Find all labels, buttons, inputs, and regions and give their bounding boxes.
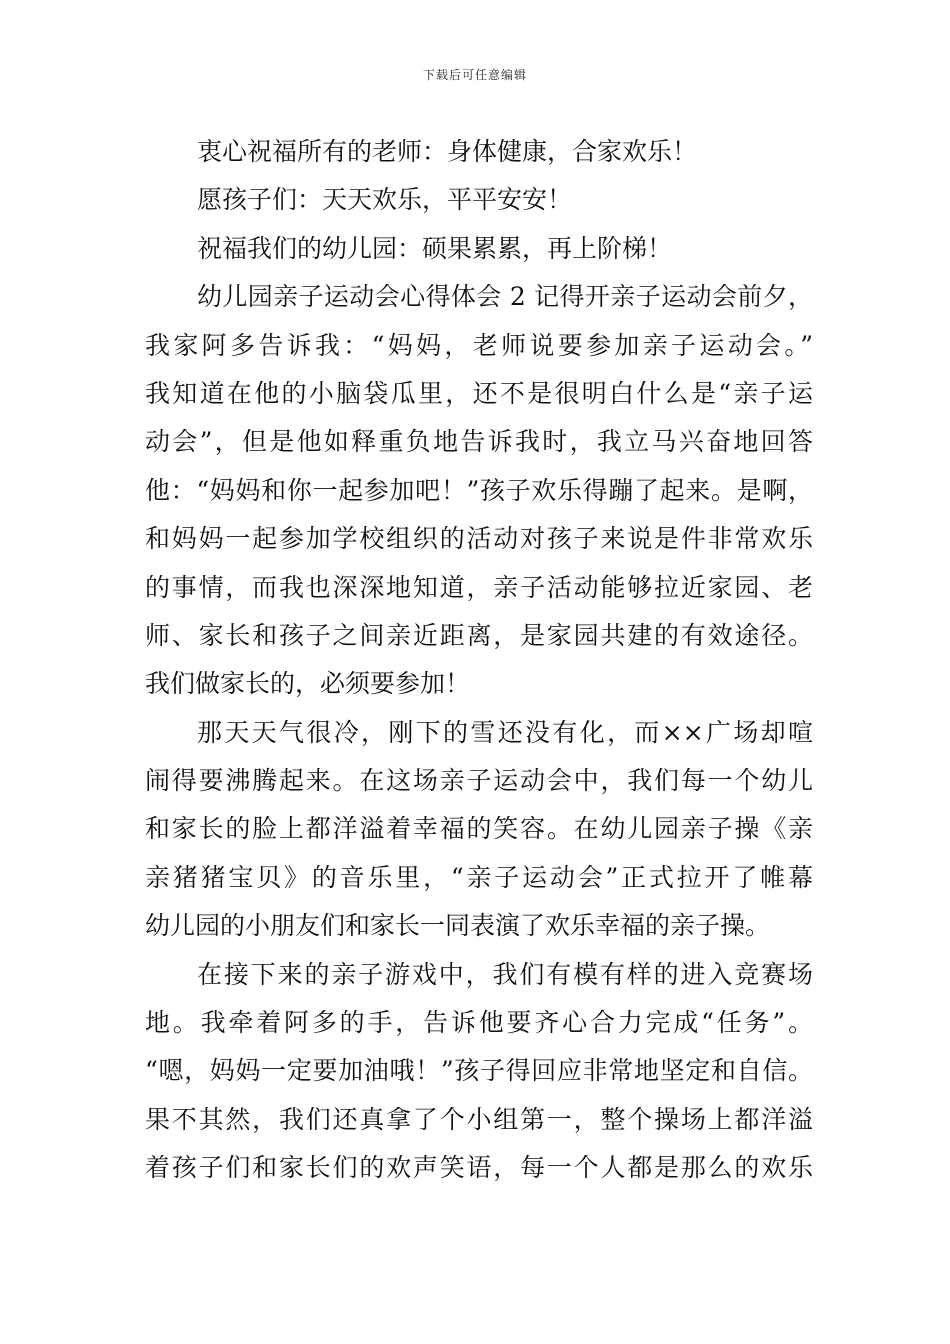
paragraph-line: 果不其然，我们还真拿了个小组第一，整个操场上都洋溢: [145, 1104, 813, 1134]
paragraph-line: 幼儿园亲子运动会心得体会 2 记得开亲子运动会前夕，: [197, 282, 813, 312]
paragraph-line: 地。我牵着阿多的手，告诉他要齐心合力完成“任务”。: [145, 1008, 813, 1038]
paragraph-line: 祝福我们的幼儿园：硕果累累，再上阶梯！: [197, 233, 673, 263]
paragraph-line: 愿孩子们：天天欢乐，平平安安！: [197, 185, 573, 215]
paragraph-line: 师、家长和孩子之间亲近距离，是家园共建的有效途径。: [145, 620, 813, 650]
paragraph-line: 着孩子们和家长们的欢声笑语，每一个人都是那么的欢乐: [145, 1153, 813, 1183]
paragraph-line: 和妈妈一起参加学校组织的活动对孩子来说是件非常欢乐: [145, 524, 813, 554]
paragraph-line: 在接下来的亲子游戏中，我们有模有样的进入竞赛场: [197, 959, 813, 989]
paragraph-line: 衷心祝福所有的老师：身体健康，合家欢乐！: [197, 137, 698, 166]
paragraph-line: 幼儿园的小朋友们和家长一同表演了欢乐幸福的亲子操。: [145, 911, 771, 941]
paragraph-line: 亲猪猪宝贝》的音乐里，“亲子运动会”正式拉开了帷幕: [145, 862, 813, 892]
document-body: [145, 128, 813, 1193]
paragraph-line: 我知道在他的小脑袋瓜里，还不是很明白什么是“亲子运: [145, 378, 813, 408]
paragraph-line: 动会”，但是他如释重负地告诉我时，我立马兴奋地回答: [145, 427, 813, 457]
paragraph-line: 那天天气很冷，刚下的雪还没有化，而××广场却喧: [197, 717, 813, 747]
paragraph-line: 闹得要沸腾起来。在这场亲子运动会中，我们每一个幼儿: [145, 766, 813, 796]
paragraph-line: “嗯，妈妈一定要加油哦！”孩子得回应非常地坚定和自信。: [145, 1056, 813, 1086]
paragraph-line: 和家长的脸上都洋溢着幸福的笑容。在幼儿园亲子操《亲: [145, 814, 813, 844]
paragraph-line: 他：“妈妈和你一起参加吧！”孩子欢乐得蹦了起来。是啊，: [145, 475, 813, 505]
header-note: 下载后可任意编辑: [422, 68, 527, 82]
paragraph-line: 我家阿多告诉我：“妈妈，老师说要参加亲子运动会。”: [145, 330, 813, 360]
paragraph-line: 我们做家长的，必须要参加！: [145, 669, 471, 699]
paragraph-line: 的事情，而我也深深地知道，亲子活动能够拉近家园、老: [145, 572, 813, 602]
